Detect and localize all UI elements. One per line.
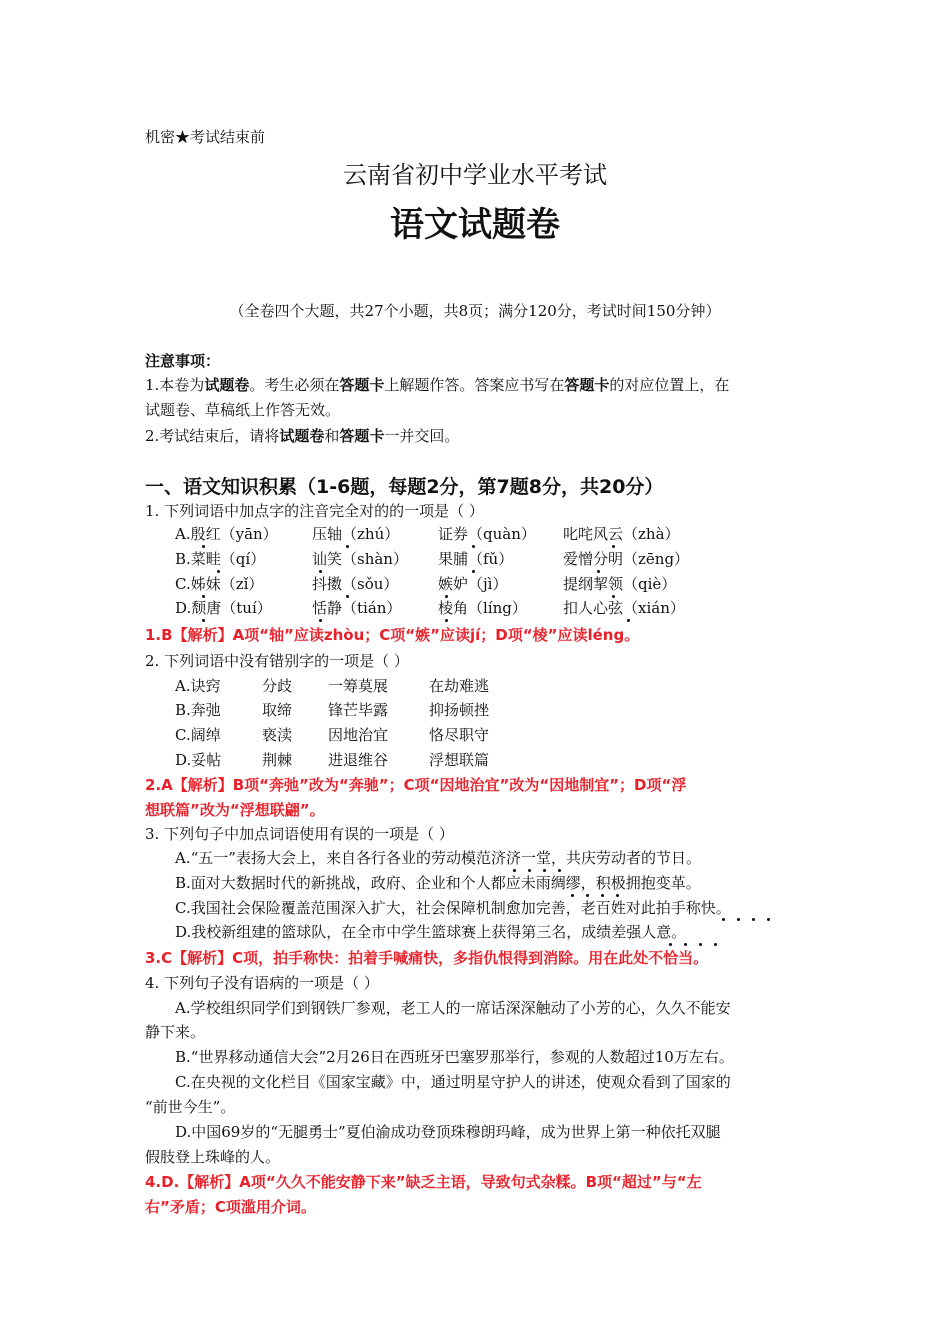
- q2-d3: 进退维谷: [328, 751, 389, 769]
- q1-a1: A.殷红（yān）: [175, 525, 278, 543]
- q2-c2: 亵渎: [262, 726, 293, 744]
- q1-answer: 1.B【解析】A项“轴”应读zhòu；C项“嫉”应读jí；D项“棱”应读léng。: [145, 626, 640, 644]
- q1-d1: D.颓唐（tuí）: [175, 599, 272, 617]
- emphasis-dot: [543, 869, 546, 872]
- emphasis-dot: [612, 545, 615, 548]
- q2-c3: 因地治宜: [328, 726, 389, 744]
- q2-b3: 锋芒毕露: [328, 701, 389, 719]
- q2-b1: B.奔弛: [175, 701, 221, 719]
- q4-answer-line-1: 4.D.【解析】A项“久久不能安静下来”缺乏主语，导致句式杂糅。B项“超过”与“左: [145, 1173, 702, 1191]
- emphasis-dot: [737, 918, 740, 921]
- emphasis-dot: [472, 570, 475, 573]
- notes-heading: 注意事项：: [145, 352, 221, 370]
- emphasis-dot: [217, 570, 220, 573]
- q2-a3: 一筹莫展: [328, 677, 389, 695]
- q2-b2: 取缔: [262, 701, 293, 719]
- q3-answer: 3.C【解析】C项，拍手称快：拍着手喊痛快，多指仇恨得到消除。用在此处不恰当。: [145, 949, 709, 967]
- q1-a3: 证券（quàn）: [438, 525, 536, 543]
- emphasis-dot: [319, 619, 322, 622]
- q2-stem: 2. 下列词语中没有错别字的一项是（ ）: [145, 652, 409, 670]
- q2-c4: 恪尽职守: [429, 726, 490, 744]
- q4-option-d-line-2: 假肢登上珠峰的人。: [145, 1148, 281, 1166]
- emphasis-dot: [597, 570, 600, 573]
- emphasis-dot: [699, 943, 702, 946]
- q2-a2: 分歧: [262, 677, 293, 695]
- q2-d1: D.妥帖: [175, 751, 222, 769]
- emphasis-dot: [714, 943, 717, 946]
- q1-a2: 压轴（zhú）: [312, 525, 400, 543]
- q2-a4: 在劫难逃: [429, 677, 490, 695]
- confidential-label: 机密★考试结束前: [145, 128, 266, 146]
- emphasis-dot: [752, 918, 755, 921]
- q1-d2: 恬静（tián）: [312, 599, 402, 617]
- emphasis-dot: [202, 545, 205, 548]
- q2-answer-line-1: 2.A【解析】B项“奔弛”改为“奔驰”；C项“因地治宜”改为“因地制宜”；D项“浮: [145, 776, 687, 794]
- q4-option-c-line-2: “前世今生”。: [145, 1098, 236, 1116]
- emphasis-dot: [767, 918, 770, 921]
- q2-a1: A.诀窍: [175, 677, 221, 695]
- emphasis-dot: [684, 943, 687, 946]
- notes-line-3: 2.考试结束后，请将试题卷和答题卡一并交回。: [145, 427, 460, 445]
- q2-c1: C.阔绰: [175, 726, 221, 744]
- emphasis-dot: [202, 595, 205, 598]
- emphasis-dot: [669, 943, 672, 946]
- q2-d4: 浮想联篇: [429, 751, 490, 769]
- emphasis-dot: [319, 570, 322, 573]
- q1-a4: 叱咤风云（zhà）: [563, 525, 680, 543]
- emphasis-dot: [528, 869, 531, 872]
- q1-b1: B.菜畦（qí）: [175, 550, 266, 568]
- emphasis-dot: [612, 595, 615, 598]
- emphasis-dot: [202, 619, 205, 622]
- emphasis-dot: [627, 619, 630, 622]
- emphasis-dot: [513, 869, 516, 872]
- emphasis-dot: [722, 918, 725, 921]
- exam-title: 云南省初中学业水平考试: [343, 161, 607, 189]
- q3-stem: 3. 下列句子中加点词语使用有误的一项是（ ）: [145, 825, 454, 843]
- q4-option-b: B.“世界移动通信大会”2月26日在西班牙巴塞罗那举行，参观的人数超过10万左右。: [175, 1048, 734, 1066]
- q4-option-a-line-2: 静下来。: [145, 1023, 206, 1041]
- q1-c3: 嫉妒（jì）: [438, 575, 508, 593]
- q3-option-c: C.我国社会保险覆盖范围深入扩大，社会保障机制愈加完善，老百姓对此拍手称快。: [175, 899, 731, 917]
- emphasis-dot: [586, 894, 589, 897]
- q1-b3: 果脯（fǔ）: [438, 550, 514, 568]
- q1-d4: 扣人心弦（xián）: [563, 599, 685, 617]
- q2-d2: 荆棘: [262, 751, 293, 769]
- exam-subtitle: 语文试题卷: [390, 205, 560, 245]
- q1-b4: 爱憎分明（zēng）: [563, 550, 690, 568]
- q3-option-b: B.面对大数据时代的新挑战，政府、企业和个人都应未雨绸缪，积极拥抱变革。: [175, 874, 701, 892]
- q4-option-a-line-1: A.学校组织同学们到钢铁厂参观，老工人的一席话深深触动了小芳的心，久久不能安: [175, 999, 731, 1017]
- q4-stem: 4. 下列句子没有语病的一项是（ ）: [145, 974, 379, 992]
- q4-option-d-line-1: D.中国69岁的“无腿勇士”夏伯渝成功登顶珠穆朗玛峰，成为世界上第一种依托双腿: [175, 1123, 721, 1141]
- emphasis-dot: [346, 545, 349, 548]
- exam-info: （全卷四个大题，共27个小题，共8页；满分120分，考试时间150分钟）: [229, 302, 721, 320]
- notes-line-2: 试题卷、草稿纸上作答无效。: [145, 401, 341, 419]
- emphasis-dot: [616, 894, 619, 897]
- q4-option-c-line-1: C.在央视的文化栏目《国家宝藏》中，通过明星守护人的讲述，使观众看到了国家的: [175, 1073, 731, 1091]
- q2-b4: 抑扬顿挫: [429, 701, 490, 719]
- section-1-title: 一、语文知识积累（1-6题，每题2分，第7题8分，共20分）: [145, 476, 664, 498]
- emphasis-dot: [445, 595, 448, 598]
- emphasis-dot: [601, 894, 604, 897]
- q3-option-d: D.我校新组建的篮球队，在全市中学生篮球赛上获得第三名，成绩差强人意。: [175, 923, 687, 941]
- q1-d3: 棱角（líng）: [438, 599, 527, 617]
- emphasis-dot: [571, 894, 574, 897]
- emphasis-dot: [346, 595, 349, 598]
- emphasis-dot: [445, 619, 448, 622]
- q1-b2: 讪笑（shàn）: [312, 550, 408, 568]
- emphasis-dot: [472, 545, 475, 548]
- q1-c1: C.姊妹（zǐ）: [175, 575, 264, 593]
- q1-c4: 提纲挈领（qiè）: [563, 575, 677, 593]
- q2-answer-line-2: 想联篇”改为“浮想联翩”。: [145, 801, 325, 819]
- emphasis-dot: [558, 869, 561, 872]
- q1-c2: 抖擞（sǒu）: [312, 575, 399, 593]
- notes-line-1: 1.本卷为试题卷。考生必须在答题卡上解题作答。答案应书写在答题卡的对应位置上，在: [145, 376, 730, 394]
- q3-option-a: A.“五一”表扬大会上，来自各行各业的劳动模范济济一堂，共庆劳动者的节日。: [175, 849, 701, 867]
- q4-answer-line-2: 右”矛盾；C项滥用介词。: [145, 1198, 316, 1216]
- q1-stem: 1. 下列词语中加点字的注音完全对的的一项是（ ）: [145, 502, 484, 520]
